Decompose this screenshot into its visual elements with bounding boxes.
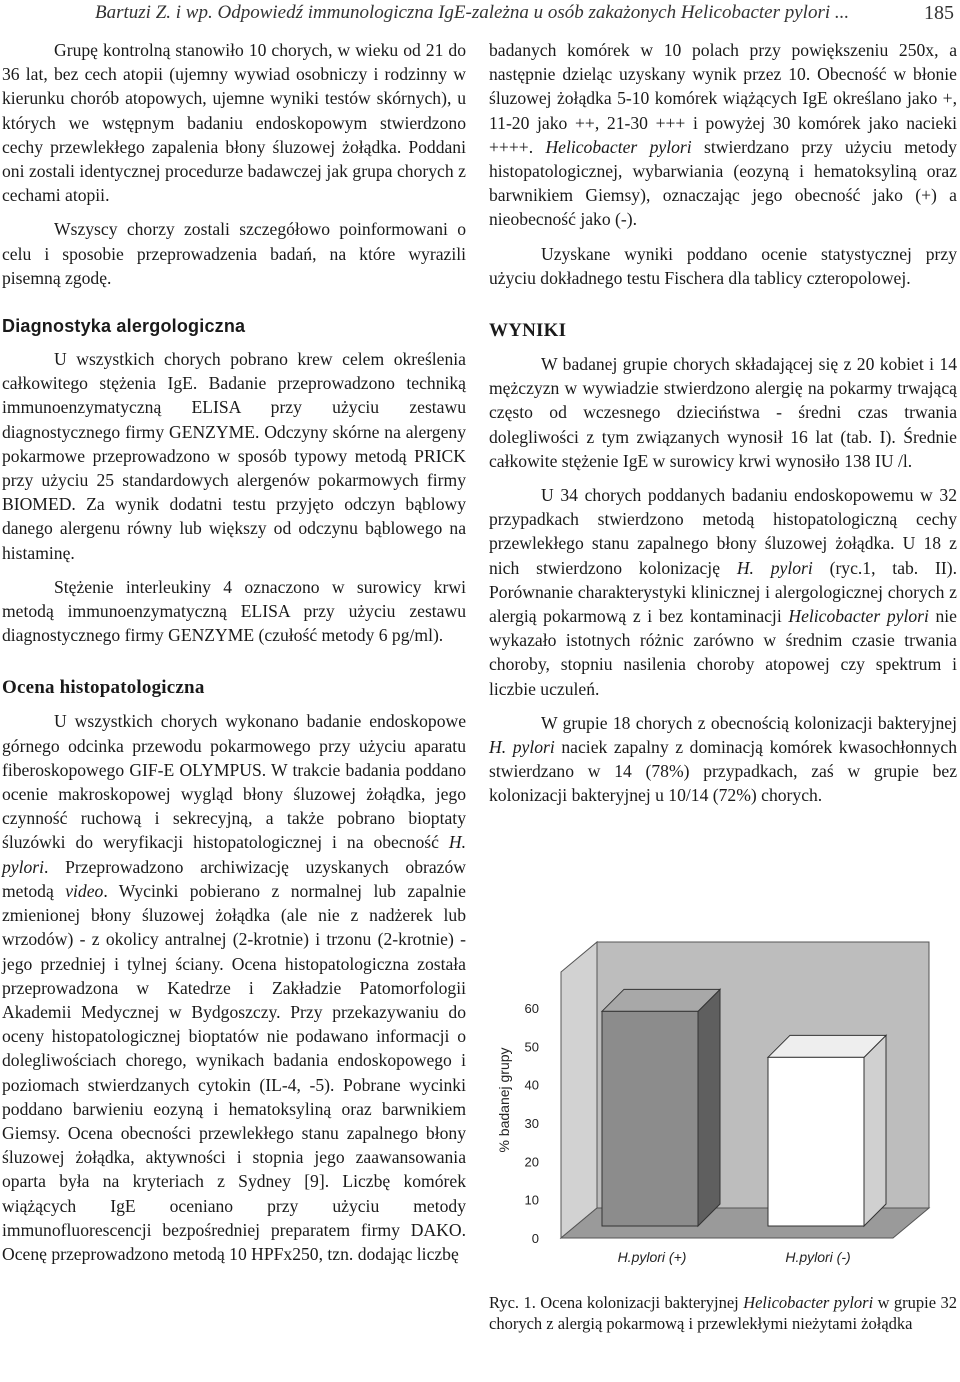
figure-caption: Ryc. 1. Ocena kolonizacji bakteryjnej Helicobacter pylori w grupie 32 chorych z alergią pokarmową i przewlekłymi nieżytami żołądka — [489, 1293, 957, 1333]
x-category-label: H.pylori (-) — [785, 1249, 851, 1265]
bar-side — [698, 989, 720, 1226]
bar — [768, 1057, 864, 1226]
paragraph: W badanej grupie chorych składającej się z 20 kobiet i 14 mężczyzn w wywiadzie stwierdzono alergię na pokarmy trwającą często od wczesnego dzieciństwa - średni czas trwania dolegliwości z tym związanych wynosił 16 lat (tab. I). Średnie całkowite stężenie IgE w surowicy krwi wynosiło 138 IU /l. — [489, 354, 957, 471]
paragraph: Grupę kontrolną stanowiło 10 chorych, w wieku od 21 do 36 lat, bez cech atopii (ujemny wywiad osobniczy i rodzinny w kierunku chorób atopowych, ujemne wyniki testów skórnych), u których we wstępnym badaniu endoskopowym stwierdzono cechy przewlekłego zapalenia błony śluzowej żołądka. Poddani oni zostali identycznej procedurze badawczej jak grupa chorych z cechami atopii. — [2, 40, 466, 206]
left-column — [2, 38, 466, 1266]
y-tick-label: 50 — [524, 1039, 539, 1055]
section-heading: Ocena histopatologiczna — [2, 677, 205, 699]
paragraph: U wszystkich chorych wykonano badanie endoskopowe górnego odcinka przewodu pokarmowego przy użyciu aparatu fiberoskopowego GIF-E OLYMPUS. W trakcie badania poddano ocenie makroskopowej wygląd błony śluzowej żołądka, jego czynność ruchową i sekrecyjną, a także pobrano bioptaty śluzówki do weryfikacji histopatologicznej i na obecność H. pylori. Przeprowadzono archiwizację uzyskanych obrazów metodą video. Wycinki pobierano z normalnej lub zapalnie zmienionej błony śluzowej żołądka (ale nie z nadżerek lub wrzodów) - z okolicy antralnej (2-krotnie) i trzonu (2-krotnie) - jego przedniej i tylnej ściany. Ocena histopatologiczna została przeprowadzona w Katedrze i Zakładzie Patomorfologii Akademii Medycznej w Bydgoszczy. Przy przekazywaniu do oceny histopatologicznej bioptatów nie podawano informacji o dolegliwościach chorego, wynikach badania endoskopowego i poziomach stwierdzanych cytokin (IL-4, -5). Pobrane wycinki poddano barwieniu eozyną i hematoksyliną oraz barwnikiem Giemsy. Ocena obecności przewlekłego stanu zapalnego błony śluzowej żołądka, aktywności i stopnia jego zaawansowania oparta była na kryteriach z Sydney [9]. Liczbę komórek wiążących IgE oceniano przy użyciu metody immunofluorescencji bezpośredniej preparatem firmy DAKO. Ocenę przeprowadzono metodą 10 HPFx250, tzn. dodając liczbę — [2, 711, 466, 1264]
y-tick-label: 40 — [524, 1077, 539, 1093]
running-title: Bartuzi Z. i wp. Odpowiedź immunologiczna IgE-zależna u osób zakażonych Helicobacter pylori ... — [95, 2, 850, 23]
paragraph: Uzyskane wyniki poddano ocenie statystycznej przy użyciu dokładnego testu Fischera dla tablicy czteropolowej. — [489, 243, 957, 288]
figure-1-chart — [489, 920, 959, 1290]
paragraph: W grupie 18 chorych z obecnością kolonizacji bakteryjnej H. pylori naciek zapalny z dominacją komórek kwasochłonnych stwierdzano w 14 (78%) przypadkach, zaś w grupie bez kolonizacji bakteryjnej u 10/14 (72%) chorych. — [489, 712, 957, 806]
y-tick-label: 10 — [524, 1192, 539, 1208]
page-number: 185 — [924, 2, 954, 24]
y-tick-label: 20 — [524, 1154, 539, 1170]
paragraph: badanych komórek w 10 polach przy powiększeniu 250x, a następnie dzieląc uzyskany wynik przez 10. Obecność w błonie śluzowej żołądka 5-10 komórek wiążących IgE określano jako +, 11-20 jako ++, 21-30 +++ i powyżej 30 komórek jako nacieki ++++. Helicobacter pylori stwierdzano przy użyciu metody histopatologicznej, wybarwiania (eozyną i hematoksyliną oraz barwnikiem Giemsy), oznaczając jego obecność jako (+) a nieobecność jako (-). — [489, 40, 957, 230]
y-tick-label: 60 — [524, 1001, 539, 1016]
paragraph: Stężenie interleukiny 4 oznaczono w surowicy krwi metodą immunoenzymatyczną ELISA przy użyciu zestawu diagnostycznego firmy GENZYME (czułość metody 6 pg/ml). — [2, 576, 466, 646]
page-header — [0, 0, 960, 30]
right-column — [489, 38, 957, 808]
bar-chart-svg — [489, 920, 959, 1290]
y-tick-label: 0 — [531, 1231, 539, 1246]
x-category-label: H.pylori (+) — [617, 1249, 687, 1265]
paragraph: U 34 chorych poddanych badaniu endoskopowemu w 32 przypadkach stwierdzono metodą histopatologiczną cechy przewlekłego stanu zapalnego błony śluzowej żołądka. U 18 z nich stwierdzono kolonizację H. pylori (ryc.1, tab. II). Porównanie charakterystyki klinicznej i alergologicznej chorych z alergią pokarmową z i bez kontaminacji Helicobacter pylori nie wykazało istotnych różnic zarówno w średnim czasie trwania choroby, stopniu nasilenia choroby atopowej czy spektrum i liczbie uczuleń. — [489, 485, 957, 699]
y-axis-label: % badanej grupy — [496, 1047, 512, 1153]
section-heading: WYNIKI — [489, 320, 567, 342]
bar-side — [864, 1035, 886, 1226]
paragraph: U wszystkich chorych pobrano krew celem określenia całkowitego stężenia IgE. Badanie przeprowadzono techniką immunoenzymatyczną ELISA przy użyciu zestawu diagnostycznego firmy GENZYME. Odczyny skórne na alergeny pokarmowe przeprowadzono w sposób typowy metodą PRICK przy użyciu 25 standardowych alergenów pokarmowych firmy BIOMED. Za wynik dodatni testu przyjęto odczyn bąblowy danego alergenu równy lub większy od odczynu bąblowego na histaminę. — [2, 349, 466, 563]
paragraph: Wszyscy chorzy zostali szczegółowo poinformowani o celu i sposobie przeprowadzenia badań, na które wyrazili pisemną zgodę. — [2, 219, 466, 288]
y-tick-label: 30 — [524, 1116, 539, 1131]
chart-side-wall — [561, 942, 597, 1238]
bar — [602, 1011, 698, 1226]
section-heading: Diagnostyka alergologiczna — [2, 316, 246, 337]
